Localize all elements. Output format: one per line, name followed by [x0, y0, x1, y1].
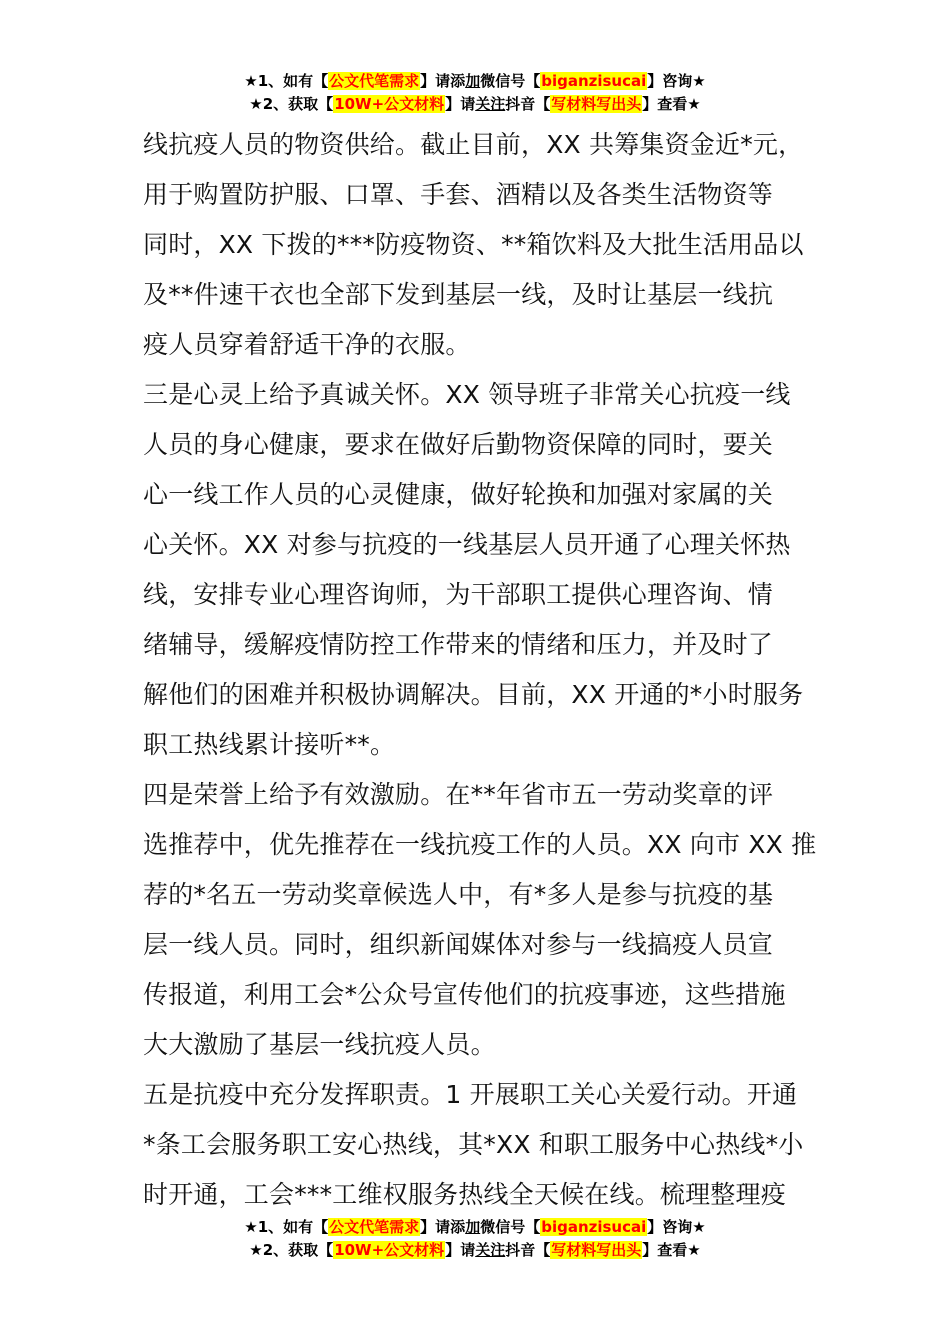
- section-three-heading-line: 三是心灵上给予真诚关怀。XX 领导班子非常关心抗疫一线: [143, 380, 791, 409]
- notice-text: 微信号【: [480, 72, 541, 90]
- highlight-douyin-account: 写材料写出头: [551, 95, 642, 113]
- body-line: 人员的身心健康，要求在做好后勤物资保障的同时，要关: [143, 430, 774, 459]
- body-line: 用于购置防护服、口罩、手套、酒精以及各类生活物资等: [143, 180, 774, 209]
- star-text: ★2、获取【: [249, 95, 334, 113]
- notice-text: 微信号【: [480, 1218, 541, 1236]
- body-line: 绪辅导，缓解疫情防控工作带来的情绪和压力，并及时了: [143, 630, 774, 659]
- header-notice: [0, 70, 950, 116]
- notice-underlined-text: 加: [465, 1218, 481, 1236]
- highlight-service: 公文代笔需求: [329, 72, 420, 90]
- body-line: 心一线工作人员的心灵健康，做好轮换和加强对家属的关: [143, 480, 774, 509]
- body-line: 层一线人员。同时，组织新闻媒体对参与一线搞疫人员宣: [143, 930, 774, 959]
- footer-notice: [0, 1216, 950, 1262]
- highlight-wechat-id: biganzisucai: [541, 1218, 647, 1236]
- notice-text: 】咨询★: [647, 1218, 706, 1236]
- notice-underlined-text: 加: [465, 72, 481, 90]
- notice-text: 】咨询★: [647, 72, 706, 90]
- highlight-service: 公文代笔需求: [329, 1218, 420, 1236]
- body-line: 传报道，利用工会*公众号宣传他们的抗疫事迹，这些措施: [143, 980, 786, 1009]
- body-line: 解他们的困难并积极协调解决。目前，XX 开通的*小时服务: [143, 680, 804, 709]
- body-line: *条工会服务职工安心热线，其*XX 和职工服务中心热线*小: [143, 1130, 804, 1159]
- notice-line-1: [0, 1216, 950, 1239]
- body-line: 选推荐中，优先推荐在一线抗疫工作的人员。XX 向市 XX 推: [143, 830, 817, 859]
- highlight-wechat-id: biganzisucai: [541, 72, 647, 90]
- notice-line-2: [0, 1239, 950, 1262]
- highlight-materials: 10W+公文材料: [334, 95, 445, 113]
- body-line: 荐的*名五一劳动奖章候选人中，有*多人是参与抗疫的基: [143, 880, 774, 909]
- star-text: ★1、如有【: [244, 72, 329, 90]
- notice-text: 】请: [445, 95, 476, 113]
- document-body: [143, 122, 817, 1222]
- notice-text: 】请添: [420, 72, 466, 90]
- notice-text: 抖音【: [505, 95, 551, 113]
- body-line: 线抗疫人员的物资供给。截止目前，XX 共筹集资金近*元，: [143, 130, 804, 159]
- star-text: ★1、如有【: [244, 1218, 329, 1236]
- section-five-heading-line: 五是抗疫中充分发挥职责。1 开展职工关心关爱行动。开通: [143, 1080, 798, 1109]
- body-line: 疫人员穿着舒适干净的衣服。: [143, 330, 471, 359]
- notice-line-2: [0, 93, 950, 116]
- body-line: 及**件速干衣也全部下发到基层一线，及时让基层一线抗: [143, 280, 774, 309]
- notice-text: 】查看★: [642, 95, 701, 113]
- section-four-heading-line: 四是荣誉上给予有效激励。在**年省市五一劳动奖章的评: [143, 780, 774, 809]
- star-text: ★2、获取【: [249, 1241, 334, 1259]
- highlight-douyin-account: 写材料写出头: [551, 1241, 642, 1259]
- body-line: 同时，XX 下拨的***防疫物资、**箱饮料及大批生活用品以: [143, 230, 804, 259]
- body-line: 心关怀。XX 对参与抗疫的一线基层人员开通了心理关怀热: [143, 530, 791, 559]
- notice-underlined-text: 关注: [475, 95, 506, 113]
- notice-text: 抖音【: [505, 1241, 551, 1259]
- notice-text: 】请: [445, 1241, 476, 1259]
- notice-text: 】请添: [420, 1218, 466, 1236]
- notice-line-1: [0, 70, 950, 93]
- body-line: 时开通，工会***工维权服务热线全天候在线。梳理整理疫: [143, 1180, 786, 1209]
- notice-text: 】查看★: [642, 1241, 701, 1259]
- body-line: 大大激励了基层一线抗疫人员。: [143, 1030, 496, 1059]
- notice-underlined-text: 关注: [475, 1241, 506, 1259]
- highlight-materials: 10W+公文材料: [334, 1241, 445, 1259]
- body-line: 线，安排专业心理咨询师，为干部职工提供心理咨询、情: [143, 580, 774, 609]
- body-line: 职工热线累计接听**。: [143, 730, 396, 759]
